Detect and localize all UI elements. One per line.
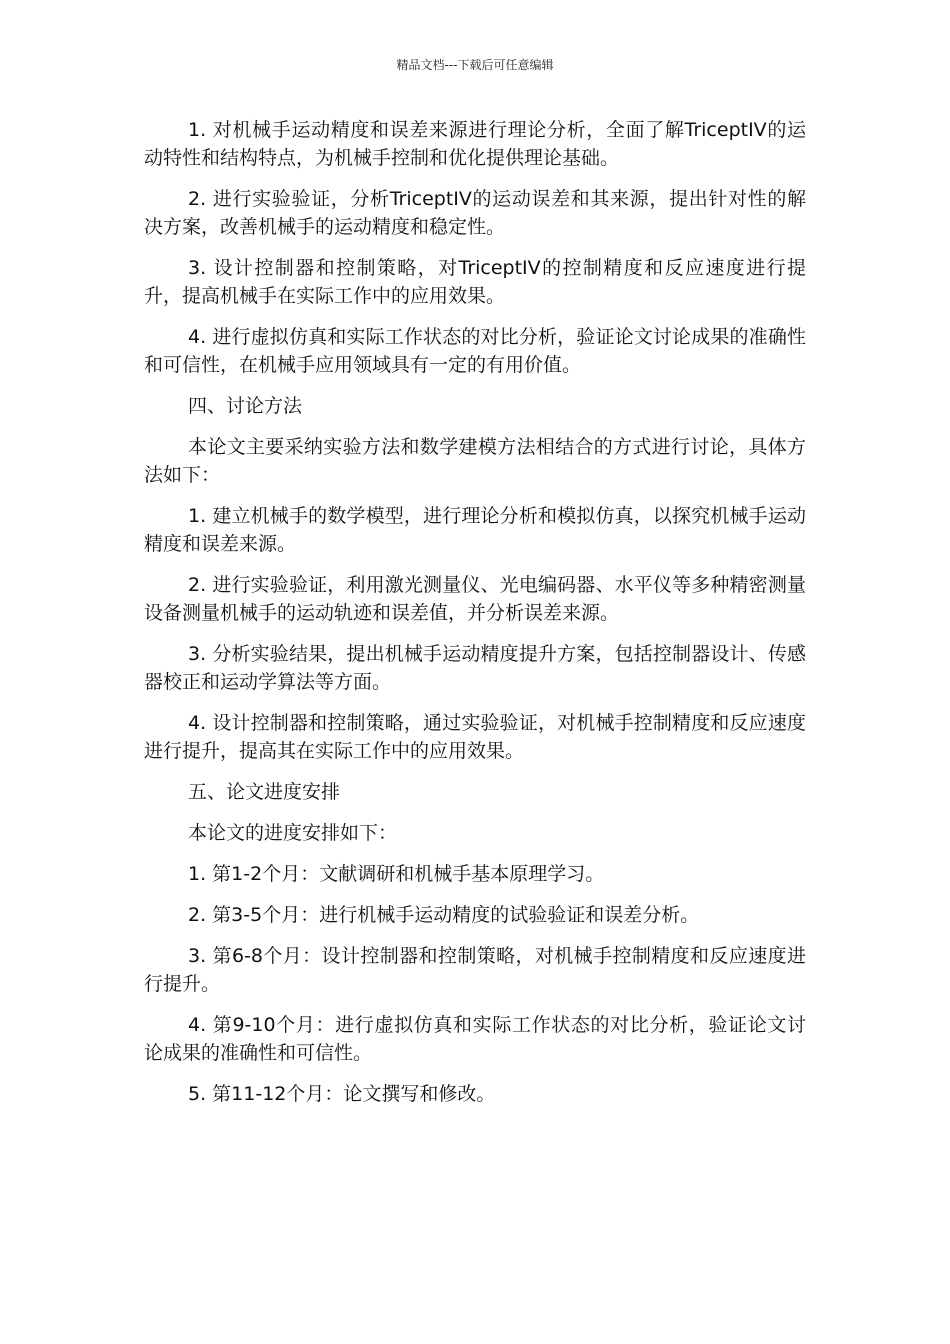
schedule-item-4: 4. 第9-10个月：进行虚拟仿真和实际工作状态的对比分析，验证论文讨论成果的准确性和可信性。 [144, 1014, 806, 1064]
objective-paragraph-2: 2. 进行实验验证，分析TriceptIV的运动误差和其来源，提出针对性的解决方案，改善机械手的运动精度和稳定性。 [144, 188, 806, 238]
section-heading-schedule: 五、论文进度安排 [188, 781, 341, 803]
objective-paragraph-4: 4. 进行虚拟仿真和实际工作状态的对比分析，验证论文讨论成果的准确性和可信性，在机械手应用领域具有一定的有用价值。 [144, 326, 806, 376]
method-paragraph-4: 4. 设计控制器和控制策略，通过实验验证，对机械手控制精度和反应速度进行提升，提高其在实际工作中的应用效果。 [144, 712, 806, 762]
method-paragraph-3: 3. 分析实验结果，提出机械手运动精度提升方案，包括控制器设计、传感器校正和运动学算法等方面。 [144, 643, 806, 693]
method-paragraph-1: 1. 建立机械手的数学模型，进行理论分析和模拟仿真，以探究机械手运动精度和误差来源。 [144, 505, 806, 555]
document-body [144, 116, 806, 1121]
methods-intro-paragraph: 本论文主要采纳实验方法和数学建模方法相结合的方式进行讨论，具体方法如下： [144, 436, 806, 486]
page-header: 精品文档---下载后可任意编辑 [396, 58, 554, 72]
schedule-intro-paragraph: 本论文的进度安排如下： [188, 822, 398, 844]
schedule-item-2: 2. 第3-5个月：进行机械手运动精度的试验验证和误差分析。 [188, 904, 700, 926]
schedule-item-3: 3. 第6-8个月：设计控制器和控制策略，对机械手控制精度和反应速度进行提升。 [144, 945, 806, 995]
method-paragraph-2: 2. 进行实验验证，利用激光测量仪、光电编码器、水平仪等多种精密测量设备测量机械手的运动轨迹和误差值，并分析误差来源。 [144, 574, 806, 624]
schedule-item-1: 1. 第1-2个月：文献调研和机械手基本原理学习。 [188, 863, 605, 885]
section-heading-methods: 四、讨论方法 [188, 395, 303, 417]
objective-paragraph-1: 1. 对机械手运动精度和误差来源进行理论分析，全面了解TriceptIV的运动特性和结构特点，为机械手控制和优化提供理论基础。 [144, 119, 806, 169]
objective-paragraph-3: 3. 设计控制器和控制策略，对TriceptIV的控制精度和反应速度进行提升，提高机械手在实际工作中的应用效果。 [144, 257, 806, 307]
schedule-item-5: 5. 第11-12个月：论文撰写和修改。 [188, 1083, 496, 1105]
